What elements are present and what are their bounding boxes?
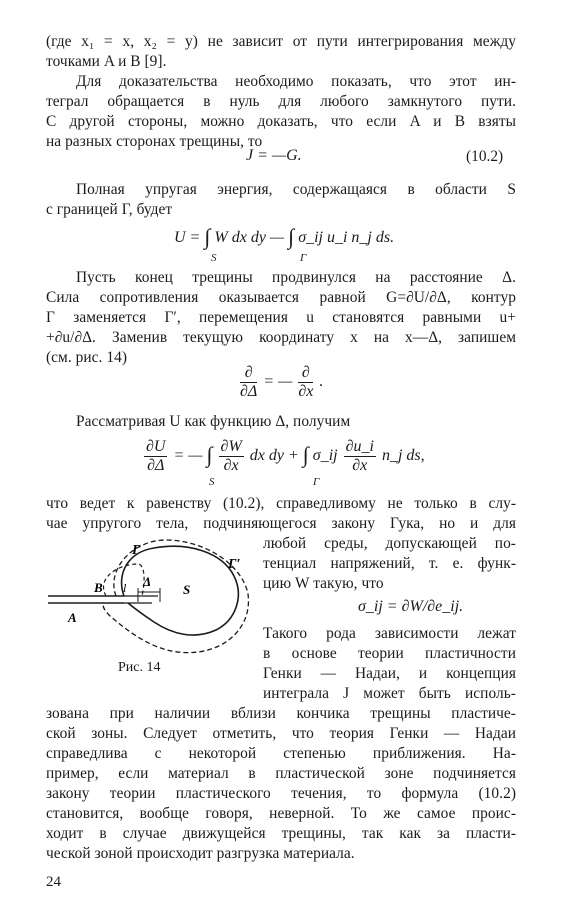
integral-subscript: S [211, 252, 217, 264]
equation-derivative: $\frac{\partial}{\partial\Delta}$ = — $\frac{\partial}{\partial x}$ . [240, 364, 324, 400]
label-gamma: Γ [132, 543, 141, 558]
page-number: 24 [46, 874, 61, 890]
text-line: интеграла J может быть исполь- [263, 685, 516, 702]
text-line: точками A и B [9]. [46, 53, 167, 70]
equation-10-2: J = —G. [246, 147, 302, 164]
text-line: ходит в случае движущейся трещины, так как за пласти- [46, 825, 516, 842]
text-line: становится, вообще говоря, неверной. То же самое проис- [46, 805, 516, 822]
text-line: +∂u/∂Δ. Заменив текущую координату x на x—Δ, запишем [46, 329, 516, 346]
text-line: любой среды, допускающей по- [263, 535, 516, 552]
integral-sign: ∫ [302, 442, 309, 468]
label-delta: Δ [143, 574, 152, 589]
text-line: что ведет к равенству (10.2), справедливому не только в слу- [46, 495, 516, 512]
eq-term: W dx dy — [214, 229, 285, 246]
eq-term: σ_ij [312, 447, 338, 465]
text-line: С другой стороны, можно доказать, что если A и B взяты [46, 113, 516, 130]
fraction: $\frac{\partial U}{\partial\Delta}$ [146, 438, 166, 474]
label-s: S [183, 582, 191, 597]
integral-sign: ∫ [206, 442, 213, 468]
text-line: пример, если материал в пластической зоне подчиняется [46, 765, 516, 782]
text-line: тенциал напряжений, т. е. функ- [263, 555, 516, 572]
fraction: $\frac{\partial}{\partial\Delta}$ [240, 364, 258, 400]
text-line: (где x₁ = x, x₂ = y) не зависит от пути интегрирования между [46, 33, 516, 50]
eq-lhs: U = [174, 229, 201, 246]
text-line: Γ заменяется Γ′, перемещения u становятся равными u+ [46, 309, 516, 326]
label-gamma-prime: Γ′ [228, 557, 241, 572]
integral-sign: ∫ [204, 224, 211, 249]
text-line: с границей Γ, будет [46, 201, 173, 218]
eq-sign: = — [173, 447, 203, 465]
text-line: (см. рис. 14) [46, 349, 128, 366]
figure-14 [46, 534, 256, 659]
integral-sign: ∫ [288, 224, 295, 249]
label-b: B [94, 580, 103, 595]
integral-subscript: Γ [300, 252, 307, 264]
text-line: чае упругого тела, подчиняющегося закону Гука, но и для [46, 515, 516, 532]
eq-sign: = — [263, 373, 293, 391]
text-line: справедлива с некоторой степенью приближения. На- [46, 745, 516, 762]
text-line: зована при наличии вблизи кончика трещины пластиче- [46, 705, 516, 722]
text-line: ской зоны. Следует отметить, что теория Генки — Надаи [46, 725, 516, 742]
contour-gamma [122, 546, 239, 635]
integral-subscript: Γ [313, 476, 320, 488]
equation-potential: σ_ij = ∂W/∂e_ij. [358, 598, 464, 615]
text-line: Сила сопротивления оказывается равной G=∂U/∂Δ, контур [46, 289, 516, 306]
text-line: закону теории пластического течения, то формула (10.2) [46, 785, 516, 802]
text-line: Генки — Надаи, и концепция [263, 665, 516, 682]
eq-term: n_j ds, [381, 447, 425, 465]
text-line: Рассматривая U как функцию Δ, получим [76, 413, 351, 430]
text-line: Пусть конец трещины продвинулся на расстояние Δ. [76, 269, 516, 286]
eq-term: dx dy + [249, 447, 299, 465]
eq-term: σ_ij u_i n_j ds. [298, 229, 395, 246]
fraction: $\frac{\partial}{\partial x}$ [298, 364, 314, 400]
text-line: Такого рода зависимости лежат [263, 625, 516, 642]
label-l: l [123, 581, 127, 595]
text-line: теграл обращается в нуль для любого замкнутого пути. [46, 93, 516, 110]
integral-subscript: S [209, 476, 215, 488]
text-line: цию W такую, что [263, 575, 384, 592]
text-line: Полная упругая энергия, содержащаяся в области S [76, 181, 516, 198]
fraction: $\frac{\partial W}{\partial x}$ [220, 438, 242, 474]
label-a: A [68, 610, 77, 625]
equation-dU [142, 438, 425, 475]
fraction: $\frac{\partial u\_i}{\partial x}$ [345, 438, 374, 474]
equation-energy [174, 222, 394, 248]
text-line: на разных сторонах трещины, то [46, 133, 263, 150]
text-line: Для доказательства необходимо показать, что этот ин- [76, 73, 516, 90]
text-line: в основе теории пластичности [263, 645, 516, 662]
text-line: ческой зоной происходит разгрузка материала. [46, 845, 355, 862]
figure-caption: Рис. 14 [118, 660, 161, 675]
equation-number: (10.2) [466, 148, 504, 165]
